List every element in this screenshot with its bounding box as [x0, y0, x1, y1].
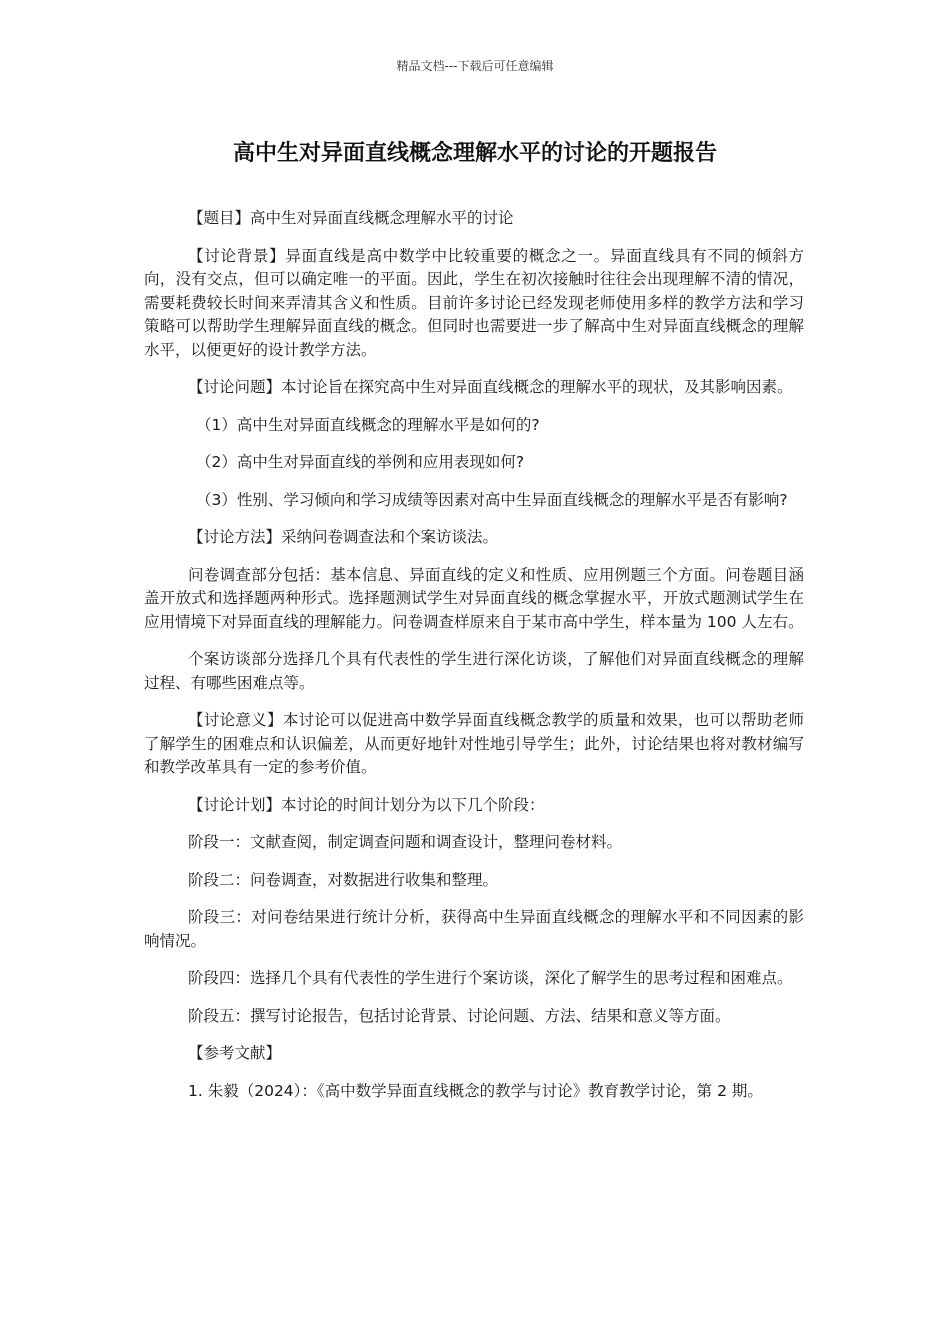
- topic-paragraph: 【题目】高中生对异面直线概念理解水平的讨论: [188, 209, 514, 227]
- document-title: 高中生对异面直线概念理解水平的讨论的开题报告: [232, 141, 717, 166]
- stage-5-paragraph: 阶段五：撰写讨论报告，包括讨论背景、讨论问题、方法、结果和意义等方面。: [188, 1006, 731, 1025]
- stage-1-paragraph: 阶段一：文献查阅，制定调查问题和调查设计，整理问卷材料。: [188, 833, 623, 851]
- stage-4-paragraph: 阶段四：选择几个具有代表性的学生进行个案访谈，深化了解学生的思考过程和困难点。: [188, 969, 793, 987]
- references-heading: 【参考文献】: [188, 1044, 282, 1062]
- research-question-paragraph: 【讨论问题】本讨论旨在探究高中生对异面直线概念的理解水平的现状，及其影响因素。: [188, 378, 793, 396]
- question-item-3: （3）性别、学习倾向和学习成绩等因素对高中生异面直线概念的理解水平是否有影响?: [196, 490, 788, 509]
- background-paragraph: 【讨论背景】异面直线是高中数学中比较重要的概念之一。异面直线具有不同的倾斜方向，没有交点，但可以确定唯一的平面。因此，学生在初次接触时往往会出现理解不清的情况，需要耗费较长时间来弄清其含义和性质。目前许多讨论已经发现老师使用多样的教学方法和学习策略可以帮助学生理解异面直线的概念。但同时也需要进一步了解高中生对异面直线概念的理解水平，以便更好的设计教学方法。: [144, 246, 804, 359]
- survey-paragraph: 问卷调查部分包括：基本信息、异面直线的定义和性质、应用例题三个方面。问卷题目涵盖开放式和选择题两种形式。选择题测试学生对异面直线的概念掌握水平，开放式题测试学生在应用情境下对异面直线的理解能力。问卷调查样原来自于某市高中学生，样本量为 100 人左右。: [144, 565, 804, 631]
- reference-item-1: 1. 朱毅（2024）：《高中数学异面直线概念的教学与讨论》教育教学讨论，第 2 期。: [188, 1081, 763, 1100]
- question-item-1: （1）高中生对异面直线概念的理解水平是如何的?: [196, 415, 540, 434]
- question-item-2: （2）高中生对异面直线的举例和应用表现如何?: [196, 453, 525, 471]
- header-note: 精品文档---下载后可任意编辑: [396, 59, 554, 73]
- stage-2-paragraph: 阶段二：问卷调查，对数据进行收集和整理。: [188, 870, 499, 889]
- interview-paragraph: 个案访谈部分选择几个具有代表性的学生进行深化访谈，了解他们对异面直线概念的理解过程、有哪些困难点等。: [144, 650, 804, 692]
- document-body: [144, 207, 804, 1117]
- stage-3-paragraph: 阶段三：对问卷结果进行统计分析，获得高中生异面直线概念的理解水平和不同因素的影响情况。: [144, 908, 804, 950]
- method-paragraph: 【讨论方法】采纳问卷调查法和个案访谈法。: [188, 528, 499, 546]
- significance-paragraph: 【讨论意义】本讨论可以促进高中数学异面直线概念教学的质量和效果，也可以帮助老师了解学生的困难点和认识偏差，从而更好地针对性地引导学生；此外，讨论结果也将对教材编写和教学改革具有一定的参考价值。: [144, 711, 804, 776]
- plan-paragraph: 【讨论计划】本讨论的时间计划分为以下几个阶段：: [188, 795, 545, 814]
